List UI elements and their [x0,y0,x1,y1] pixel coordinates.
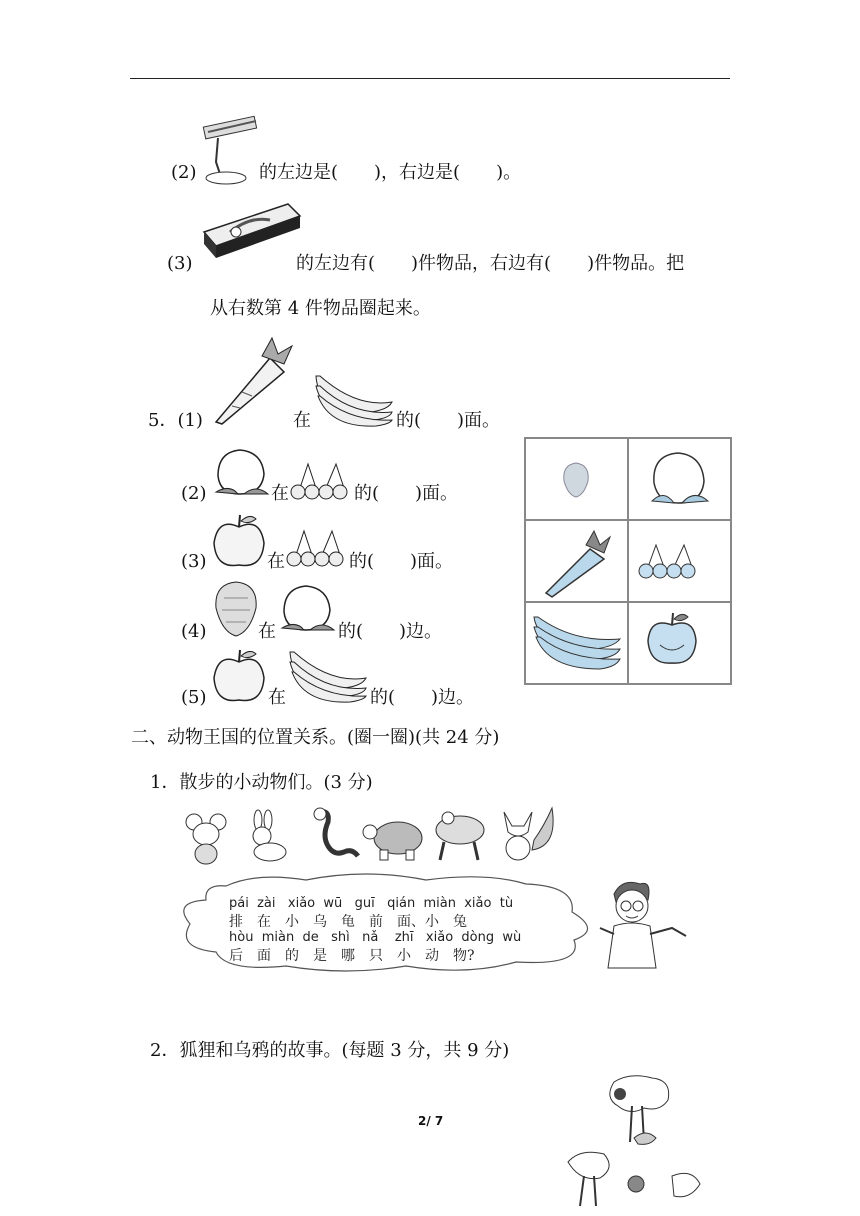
bananas-icon [284,648,368,704]
bubble-hanzi-2: 后 面 的 是 哪 只 小 动 物? [229,948,475,964]
apple-icon [210,513,268,571]
fox-icon [498,802,560,864]
q5-4-end: 的( )边。 [338,621,443,642]
bananas-icon [310,372,394,428]
q5-2-end: 的( )面。 [354,483,459,504]
q4-item3-number: (3) [167,253,193,274]
q5-1-number: 5．(1) [148,410,203,431]
q5-4-mid: 在 [258,621,276,642]
q5-4-number: (4) [181,621,207,642]
carrot-icon [212,336,294,426]
section2-q1-title: 1．散步的小动物们。(3 分) [150,772,373,793]
turtle-icon [362,814,428,864]
section2-q2-title: 2．狐狸和乌鸦的故事。(每题 3 分，共 9 分) [150,1040,510,1061]
q5-1-mid: 在 [293,410,311,431]
q5-5-mid: 在 [268,687,286,708]
strawberry-icon [212,578,260,640]
bubble-pinyin-2: hòu miàn de shì nǎ zhī xiǎo dòng wù [229,930,522,945]
fruit-grid [524,437,732,685]
q4-item2-text: 的左边是( )，右边是( )。 [259,162,522,183]
page-number: 2/ 7 [418,1114,444,1128]
q5-2-number: (2) [181,483,207,504]
q5-5-number: (5) [181,687,207,708]
q4-item3-text2: 从右数第 4 件物品圈起来。 [210,298,431,319]
snake-icon [304,806,360,868]
rabbit-icon [236,810,296,864]
q4-item3-text: 的左边有( )件物品，右边有( )件物品。把 [296,253,685,274]
boy-icon [596,878,692,970]
q5-1-end: 的( )面。 [396,410,501,431]
apple-icon [210,648,268,706]
q5-3-end: 的( )面。 [349,551,454,572]
peach-icon [278,582,336,636]
fox-and-crow-illustration [560,1072,708,1206]
q4-item2-number: (2) [171,162,197,183]
q5-2-mid: 在 [271,483,289,504]
pencil-case-icon [200,202,306,262]
section2-heading: 二、动物王国的位置关系。(圈一圈)(共 24 分) [131,727,500,748]
cherries-icon [288,460,354,502]
q5-3-mid: 在 [267,551,285,572]
top-rule [130,78,730,79]
mouse-icon [184,812,228,866]
peach-icon [212,446,270,500]
q5-5-end: 的( )边。 [370,687,475,708]
bubble-hanzi-1: 排 在 小 乌 龟 前 面、小 兔 [229,914,467,930]
desk-lamp-icon [198,112,268,188]
frog-icon [430,806,490,864]
cherries-icon [284,527,350,569]
bubble-pinyin-1: pái zài xiǎo wū guī qián miàn xiǎo tù [229,896,514,911]
q5-3-number: (3) [181,551,207,572]
